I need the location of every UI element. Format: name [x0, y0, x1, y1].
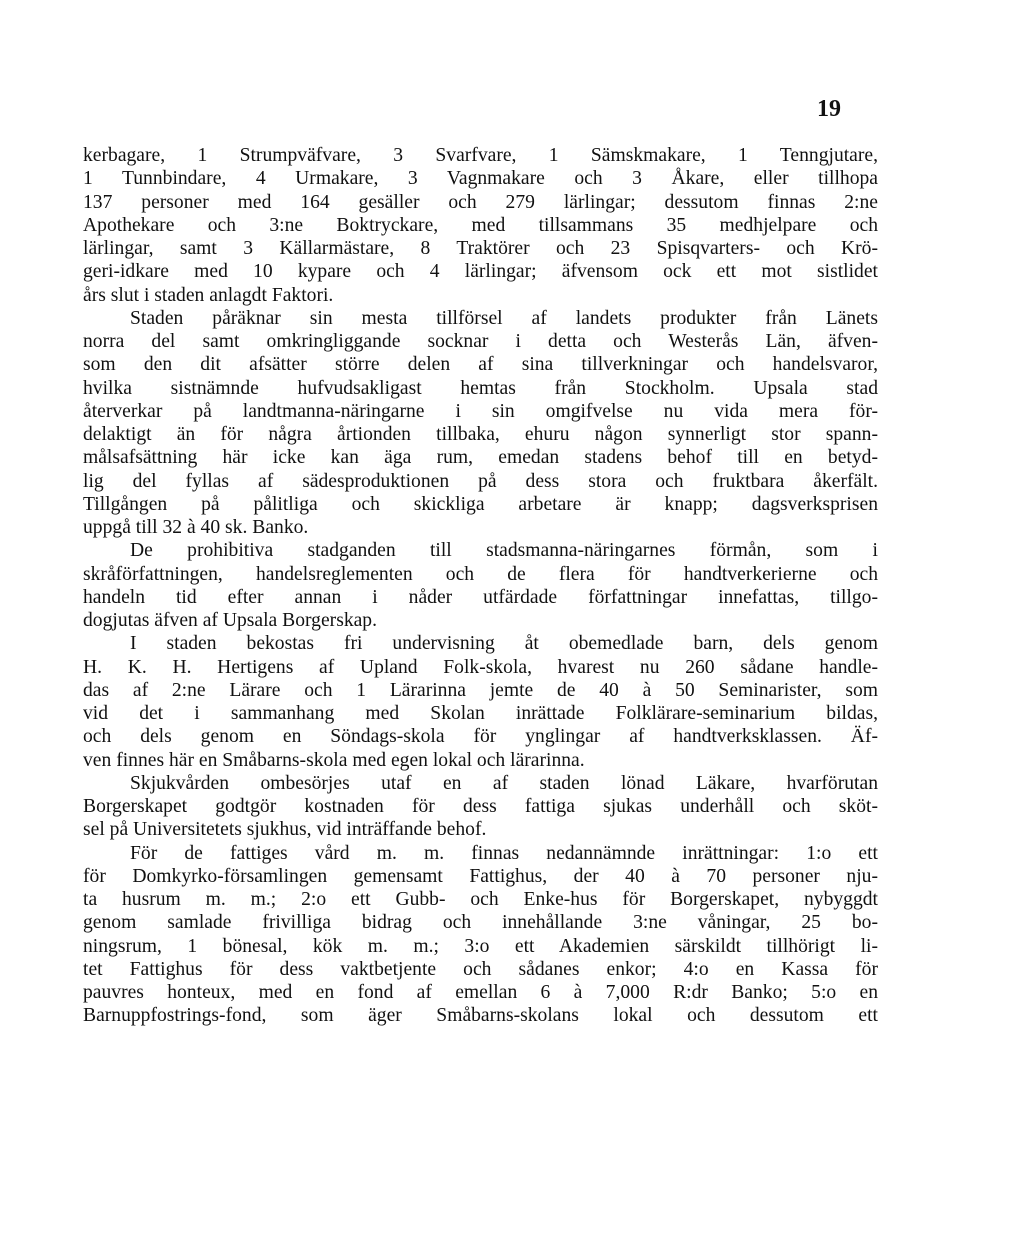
text-line: återverkar på landtmanna-näringarne i sin omgifvelse nu vida mera för- [83, 400, 878, 422]
text-line: och dels genom en Söndags-skola för ynglingar af handtverksklassen. Äf- [83, 726, 878, 748]
page-number: 19 [817, 96, 841, 122]
text-line: das af 2:ne Lärare och 1 Lärarinna jemte de 40 à 50 Seminarister, som [83, 679, 878, 701]
text-line: Skjukvården ombesörjes utaf en af staden lönad Läkare, hvarförutan [130, 772, 878, 794]
text-line: uppgå till 32 à 40 sk. Banko. [83, 517, 309, 538]
text-line: för Domkyrko-församlingen gemensamt Fattighus, der 40 à 70 personer nju- [83, 865, 878, 887]
text-line: H. K. H. Hertigens af Upland Folk-skola, hvarest nu 260 sådane handle- [83, 656, 878, 678]
text-line: Borgerskapet godtgör kostnaden för dess fattiga sjukas underhåll och sköt- [83, 796, 878, 817]
text-line: kerbagare, 1 Strumpväfvare, 3 Svarfvare, 1 Sämskmakare, 1 Tenngjutare, [83, 145, 878, 166]
text-line: tet Fattighus för dess vaktbetjente och sådanes enkor; 4:o en Kassa för [83, 958, 878, 980]
text-line: dogjutas äfven af Upsala Borgerskap. [83, 610, 378, 631]
text-line: Staden påräknar sin mesta tillförsel af landets produkter från Länets [130, 307, 878, 329]
text-line: Tillgången på pålitliga och skickliga arbetare är knapp; dagsverksprisen [83, 493, 878, 515]
text-line: Apothekare och 3:ne Boktryckare, med tillsammans 35 medhjelpare och [83, 214, 878, 236]
paragraph [83, 842, 878, 1028]
paragraph [83, 772, 878, 842]
text-line: ningsrum, 1 bönesal, kök m. m.; 3:o ett Akademien särskildt tillhörigt li- [83, 935, 878, 957]
text-line: 1 Tunnbindare, 4 Urmakare, 3 Vagnmakare och 3 Åkare, eller tillhopa [83, 168, 878, 190]
text-line: geri-idkare med 10 kypare och 4 lärlingar; äfvensom ock ett mot sistlidet [83, 261, 878, 283]
text-line: I staden bekostas fri undervisning åt obemedlade barn, dels genom [130, 633, 878, 655]
text-line: norra del samt omkringliggande socknar i detta och Westerås Län, äfven- [83, 331, 878, 352]
paragraph [83, 144, 878, 307]
text-line: hvilka sistnämnde hufvudsakligast hemtas från Stockholm. Upsala stad [83, 377, 878, 399]
text-line: De prohibitiva stadganden till stadsmanna-näringarnes förmån, som i [130, 540, 878, 562]
text-line: För de fattiges vård m. m. finnas nedannämnde inrättningar: 1:o ett [130, 842, 878, 864]
text-line: skråförfattningen, handelsreglementen och de flera för handtverkerierne och [83, 563, 878, 585]
text-line: vid det i sammanhang med Skolan inrättade Folklärare-seminarium bildas, [83, 703, 878, 724]
text-body [83, 144, 878, 1028]
text-line: pauvres honteux, med en fond af emellan 6 à 7,000 R:dr Banko; 5:o en [83, 982, 878, 1003]
text-line: års slut i staden anlagdt Faktori. [83, 284, 334, 306]
text-line: ta husrum m. m.; 2:o ett Gubb- och Enke-hus för Borgerskapet, nybyggdt [83, 889, 878, 910]
text-line: handeln tid efter annan i nåder utfärdade författningar innefattas, tillgo- [83, 586, 878, 608]
text-line: lärlingar, samt 3 Källarmästare, 8 Traktörer och 23 Spisqvarters- och Krö- [83, 238, 878, 259]
paragraph [83, 539, 878, 632]
text-line: Barnuppfostrings-fond, som äger Småbarns-skolans lokal och dessutom ett [83, 1005, 878, 1027]
text-line: delaktigt än för några årtionden tillbaka, ehuru någon synnerligt stor spann- [83, 424, 878, 445]
paragraph [83, 632, 878, 772]
text-line: lig del fyllas af sädesproduktionen på dess stora och fruktbara åkerfält. [83, 470, 878, 492]
text-line: målsafsättning här icke kan äga rum, emedan stadens behof till en betyd- [83, 447, 878, 469]
text-line: som den dit afsätter större delen af sina tillverkningar och handelsvaror, [83, 354, 878, 376]
text-line: ven finnes här en Småbarns-skola med egen lokal och lärarinna. [83, 749, 585, 771]
text-line: sel på Universitetets sjukhus, vid inträffande behof. [83, 819, 487, 841]
text-line: 137 personer med 164 gesäller och 279 lärlingar; dessutom finnas 2:ne [83, 191, 878, 213]
text-line: genom samlade frivilliga bidrag och innehållande 3:ne våningar, 25 bo- [83, 912, 878, 934]
paragraph [83, 307, 878, 540]
